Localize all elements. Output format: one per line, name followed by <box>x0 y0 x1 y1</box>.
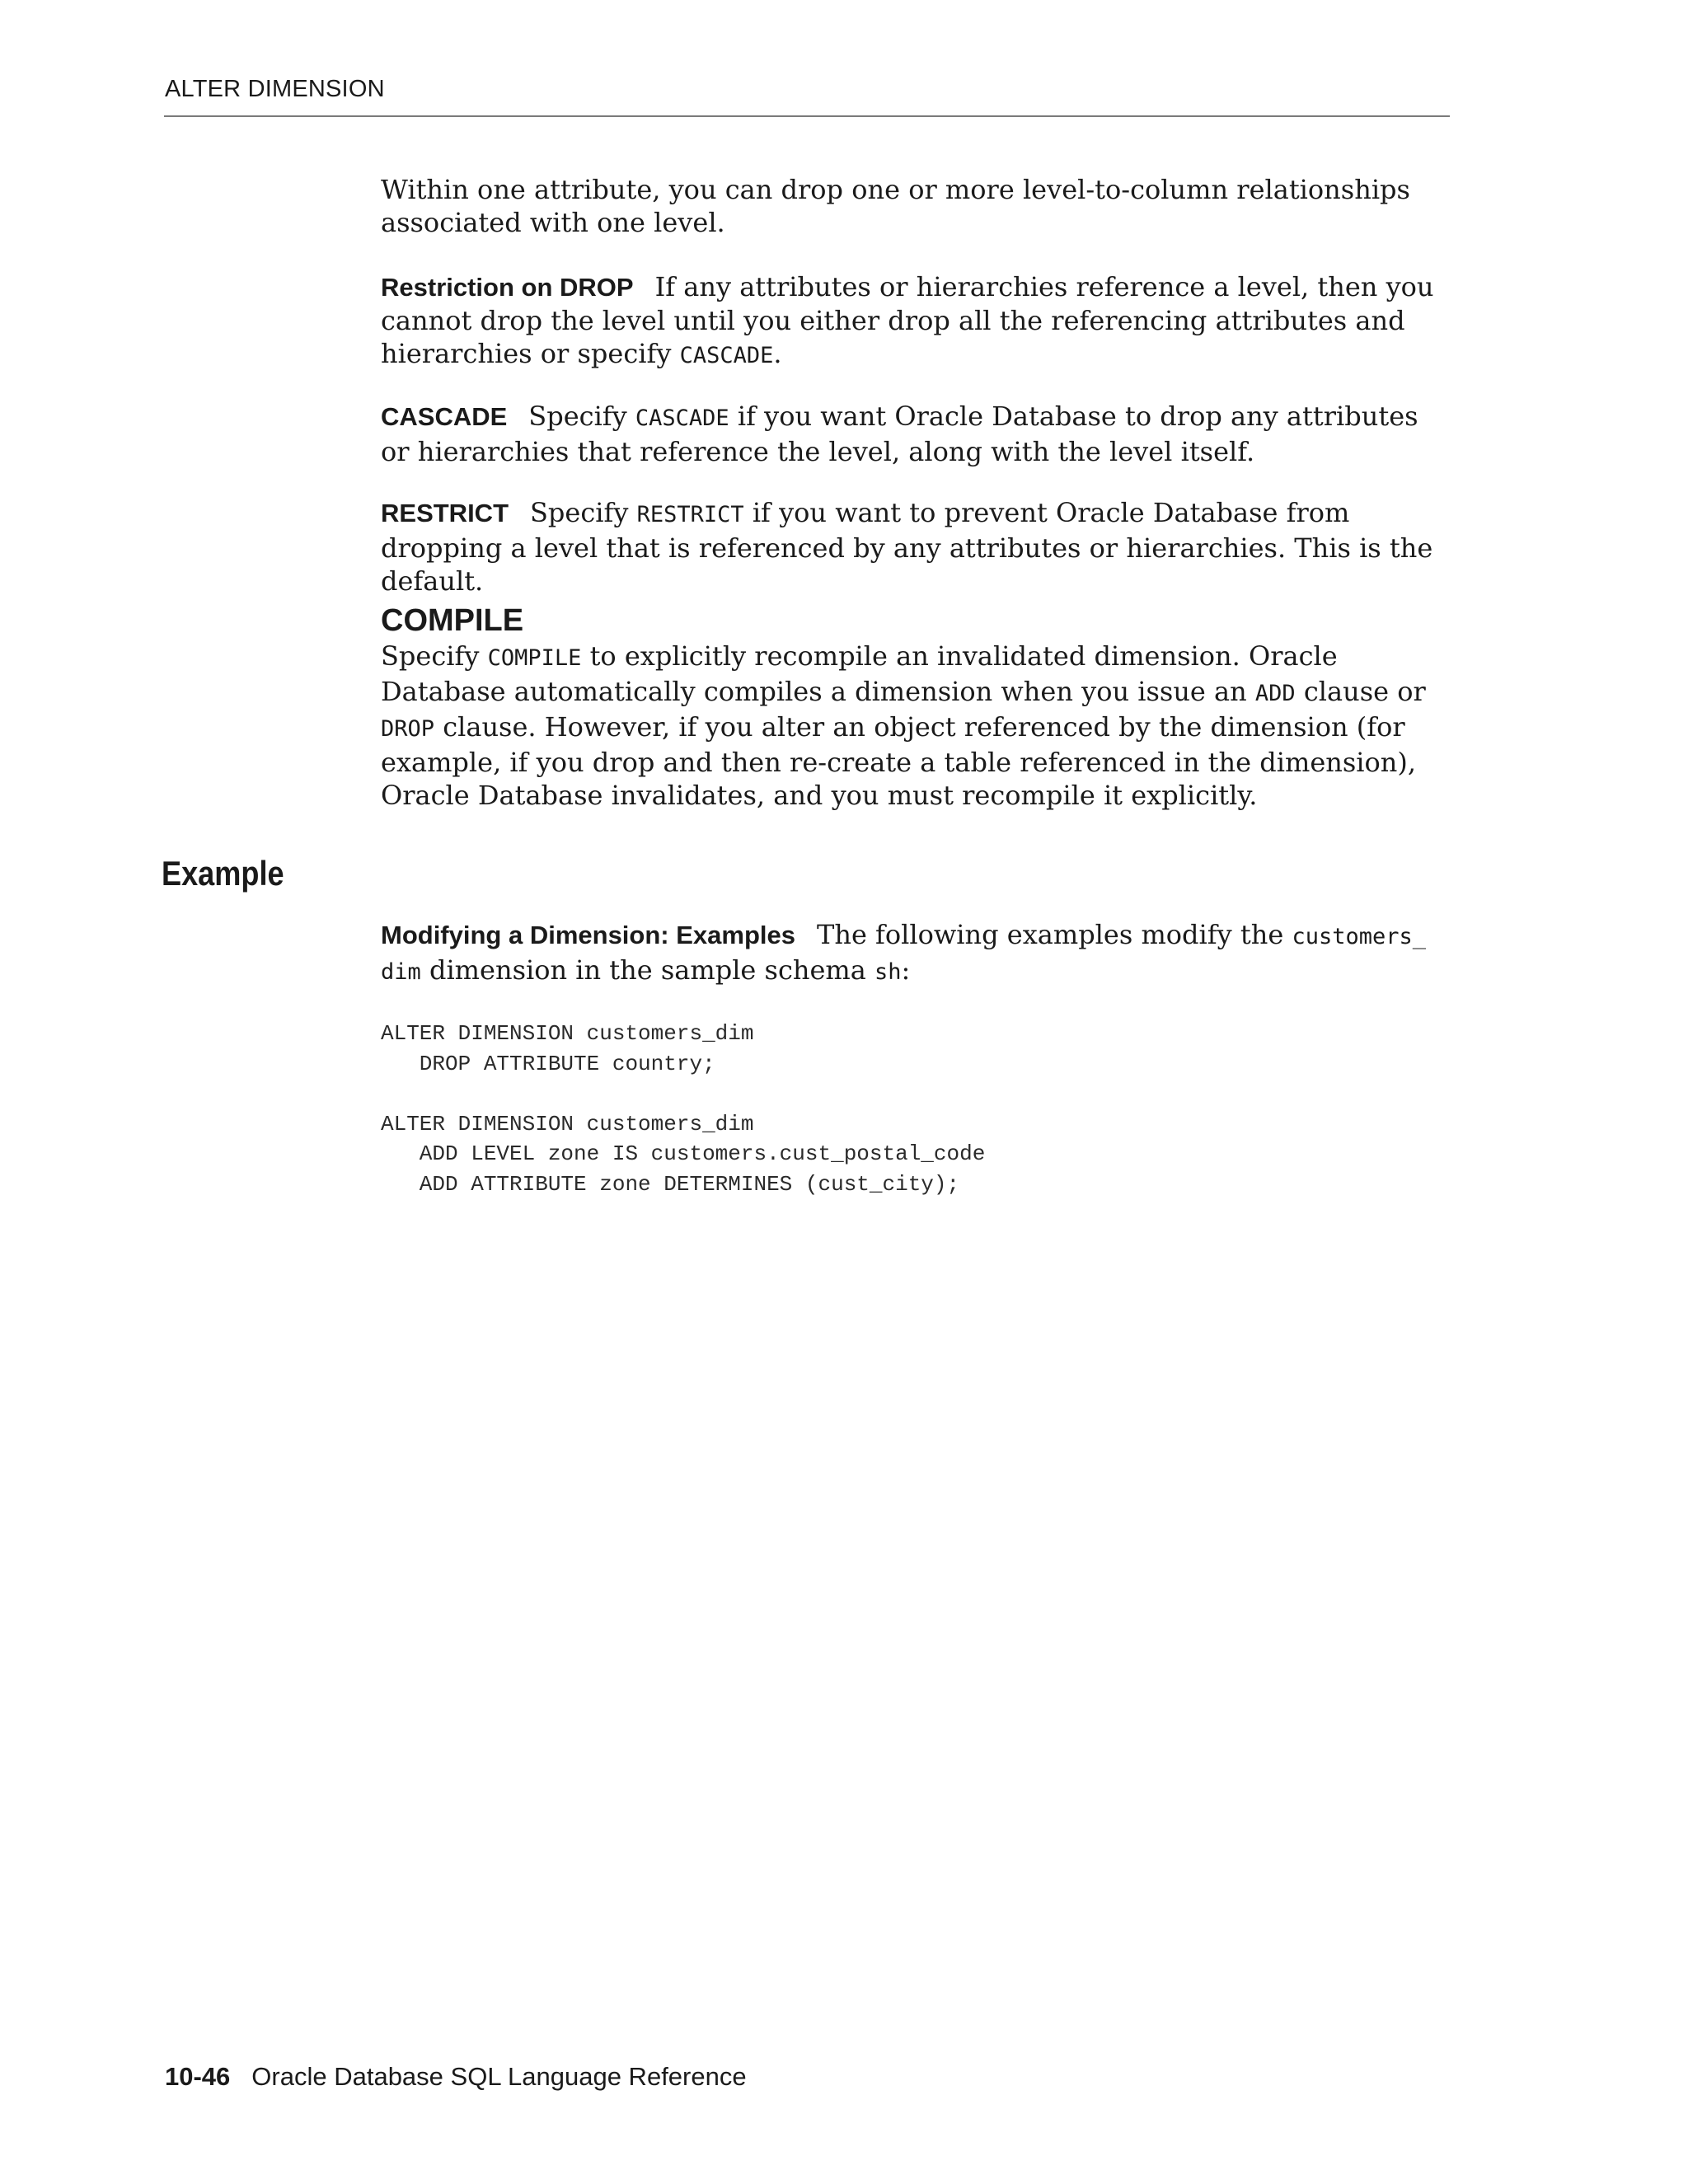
example-text-3: : <box>901 954 911 986</box>
customers-dim-code-part1: customers_ <box>1292 924 1426 949</box>
cascade-text-1: Specify <box>528 401 635 432</box>
compile-text-1: Specify <box>381 640 488 672</box>
example-heading: Example <box>162 854 284 893</box>
page-footer <box>165 2062 747 2092</box>
compile-text-3: clause or <box>1295 676 1426 707</box>
restriction-drop-code: CASCADE <box>679 343 774 368</box>
drop-code: DROP <box>381 716 435 742</box>
restrict-text-1: Specify <box>530 497 637 528</box>
header-divider <box>164 115 1450 117</box>
compile-text-4: clause. However, if you alter an object referenced by the dimension (for example, if you drop and then re-create a table referenced in the dimension), Oracle Database invalidates, and you must recompile it explicitly. <box>381 711 1417 811</box>
example-label: Modifying a Dimension: Examples <box>381 921 795 949</box>
compile-paragraph <box>381 640 1452 812</box>
cascade-text-2: if you want Oracle Database to drop any attributes or hierarchies that reference the level, along with the level itself. <box>381 401 1418 467</box>
restriction-drop-text-2: . <box>773 338 782 369</box>
compile-heading: COMPILE <box>381 603 524 638</box>
restriction-drop-text-1: If any attributes or hierarchies reference a level, then you cannot drop the level until you either drop all the referencing attributes and hierarchies or specify <box>381 271 1434 369</box>
book-title: Oracle Database SQL Language Reference <box>251 2062 747 2091</box>
customers-dim-code-part2: dim <box>381 959 421 985</box>
compile-code: COMPILE <box>487 645 582 671</box>
intro-paragraph <box>381 173 1452 239</box>
page-number: 10-46 <box>165 2062 231 2091</box>
restriction-drop-label: Restriction on DROP <box>381 273 634 302</box>
restrict-paragraph <box>381 496 1452 598</box>
code-example: ALTER DIMENSION customers_dim DROP ATTRIBUTE country; ALTER DIMENSION customers_dim ADD LEVEL zone IS customers.cust_postal_code ADD ATTRIBUTE zone DETERMINES (cust_city); <box>381 1021 986 1197</box>
cascade-paragraph <box>381 400 1452 468</box>
example-text-1: The following examples modify the <box>816 919 1292 950</box>
example-intro-paragraph <box>381 918 1452 989</box>
compile-text-2: to explicitly recompile an invalidated dimension. Oracle Database automatically compiles a dimension when you issue an <box>381 640 1338 707</box>
restrict-text-2: if you want to prevent Oracle Database from dropping a level that is referenced by any attributes or hierarchies. This is the default. <box>381 497 1433 597</box>
add-code: ADD <box>1254 681 1296 706</box>
restrict-label: RESTRICT <box>381 499 509 527</box>
running-head: ALTER DIMENSION <box>165 76 385 102</box>
schema-code: sh <box>874 959 902 985</box>
restrict-code: RESTRICT <box>636 502 744 527</box>
cascade-code: CASCADE <box>635 405 729 431</box>
intro-text: Within one attribute, you can drop one or more level-to-column relationships associated with one level. <box>381 174 1410 238</box>
restriction-drop-paragraph <box>381 270 1452 373</box>
cascade-label: CASCADE <box>381 402 508 431</box>
example-text-2: dimension in the sample schema <box>420 954 875 986</box>
